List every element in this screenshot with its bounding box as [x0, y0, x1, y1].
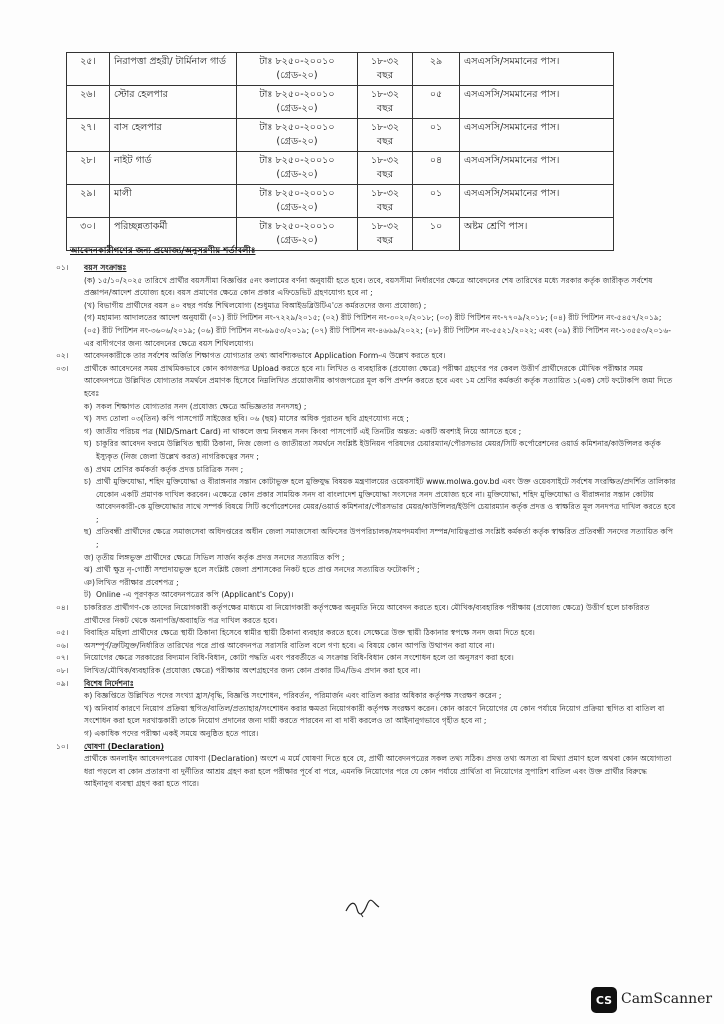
- clause-paragraph: খ) অনিবার্য কারণে নিয়োগ প্রক্রিয়া স্থগিত/বাতিল/প্রত্যাহার/সংশোধন করার ক্ষমতা নিয়োগকারী কর্তৃপক্ষ সংরক্ষণ করেন। কোন কারণে নিয়োগের যে কোন পর্যায়ে নিয়োগ প্রক্রিয়া স্থগিত বা বাতিল বা সংশোধন করা হলে দরখাস্তকারী তাকে নিয়োগ প্রদানের জন্য দায়ী করতে পারবেন না বা দাবী করলেও তা আইনানুগভাবে গৃহীত হবে না ;: [84, 703, 665, 726]
- clause-number: ০৯।: [56, 678, 69, 688]
- camscanner-text: CamScanner: [621, 991, 713, 1007]
- clause-number: ১০।: [56, 741, 69, 751]
- list-marker: ট): [84, 590, 92, 600]
- condition-clause: [56, 741, 676, 791]
- clause-paragraph: (ক) ১৫/১০/২০২৫ তারিখে প্রার্থীর বয়সসীমা বিজ্ঞপ্তির ৫নং কলামের বর্ণনা অনুযায়ী হতে হবে। তবে, বয়সসীমা নির্ধারণের ক্ষেত্রে আবেদনের শেষ তারিখের মধ্যে সরকার কর্তৃক জারীকৃত সর্বশেষ প্রজ্ঞাপন/আদেশ প্রযোজ্য হবে। বয়স প্রমাণের ক্ষেত্রে কোন প্রকার এফিডেভিট গ্রহণযোগ্য হবে না ;: [84, 275, 653, 298]
- clause-paragraph: নিয়োগের ক্ষেত্রে সরকারের বিদ্যমান বিধি-বিধান, কোটা পদ্ধতি এবং পরবর্তীতে এ সংক্রান্ত বিধি-বিধান কোন সংশোধন হলে তা অনুসরণ করা হবে।: [84, 653, 514, 663]
- clause-paragraph: আবেদনকারীকে তার সর্বশেষ অর্জিত শিক্ষাগত যোগ্যতার তথ্য আবশ্যিকভাবে Application Form-এ উল্লেখ করতে হবে।: [84, 351, 446, 361]
- age-limit-cell: ১৮-৩২ বছর: [358, 86, 413, 119]
- list-marker: ক): [84, 401, 93, 411]
- clause-body: [84, 262, 676, 350]
- serial-cell: ২৮।: [67, 152, 110, 185]
- condition-clause: [56, 627, 676, 640]
- posts-table: [66, 52, 614, 251]
- clause-body: [84, 627, 676, 640]
- qualification-cell: এসএসসি/সমমানের পাস।: [460, 53, 614, 86]
- list-item: [84, 464, 676, 477]
- pay-scale-cell: টাঃ ৮২৫০-২০০১০ (গ্রেড-২০): [237, 185, 358, 218]
- serial-cell: ২৬।: [67, 86, 110, 119]
- list-text: চাকুরির আবেদন ফরমে উল্লিখিত স্থায়ী ঠিকানা, নিজ জেলা ও জাতীয়তা সমর্থনে সংশ্লিষ্ট ইউনিয়ন পরিষদের চেয়ারম্যান/পৌরসভার মেয়র/সিটি কর্পোরেশনের ওয়ার্ড কমিশনার/কাউন্সিলর কর্তৃক ইস্যুকৃত (নিজ জেলা উল্লেখ করত) নাগরিকত্বের সনদ ;: [96, 439, 661, 461]
- list-item: [84, 438, 676, 463]
- qualification-cell: এসএসসি/সমমানের পাস।: [460, 86, 614, 119]
- clause-number: ০২।: [56, 351, 69, 361]
- clause-paragraph: অসম্পূর্ণ/ত্রুটিযুক্ত/নির্ধারিত তারিখের পরে প্রাপ্ত আবেদনপত্র সরাসরি বাতিল বলে গণ্য হবে। এ বিষয়ে কোন আপত্তি উত্থাপন করা যাবে না।: [84, 640, 495, 650]
- list-text: সদ্য তোলা ০৩(তিন) কপি পাসপোর্ট সাইজের ছবি। ০৬ (ছয়) মাসের অধিক পুরাতন ছবি গ্রহণযোগ্য নহে ;: [96, 414, 409, 424]
- posts-table-body: [67, 53, 614, 251]
- qualification-cell: এসএসসি/সমমানের পাস।: [460, 152, 614, 185]
- list-item: [84, 526, 676, 551]
- clause-body: [84, 741, 676, 791]
- conditions-list: [56, 262, 676, 791]
- list-item: [84, 413, 676, 426]
- list-marker: গ): [84, 426, 92, 436]
- condition-clause: [56, 350, 676, 363]
- condition-clause: [56, 602, 676, 627]
- list-marker: ঙ): [84, 464, 93, 474]
- clause-title: বয়স সংক্রান্তঃ: [84, 263, 127, 272]
- post-count-cell: ১০: [413, 218, 460, 251]
- pay-scale-cell: টাঃ ৮২৫০-২০০১০ (গ্রেড-২০): [237, 218, 358, 251]
- pay-scale-cell: টাঃ ৮২৫০-২০০১০ (গ্রেড-২০): [237, 119, 358, 152]
- condition-clause: [56, 262, 676, 350]
- clause-number: ০৪।: [56, 603, 69, 613]
- clause-body: [84, 640, 676, 653]
- pay-scale-cell: টাঃ ৮২৫০-২০০১০ (গ্রেড-২০): [237, 86, 358, 119]
- list-marker: ঘ): [84, 439, 92, 449]
- post-name-cell: বাস হেলপার: [110, 119, 237, 152]
- post-count-cell: ০১: [413, 185, 460, 218]
- post-name-cell: নাইট গার্ড: [110, 152, 237, 185]
- condition-clause: [56, 652, 676, 665]
- clause-paragraph: গ) একাধিক পদের পরীক্ষা একই সময়ে অনুষ্ঠিত হতে পারে।: [84, 728, 259, 738]
- serial-cell: ২৭।: [67, 119, 110, 152]
- serial-cell: ২৯।: [67, 185, 110, 218]
- condition-clause: [56, 363, 676, 602]
- post-count-cell: ০১: [413, 119, 460, 152]
- age-limit-cell: ১৮-৩২ বছর: [358, 53, 413, 86]
- clause-body: [84, 652, 676, 665]
- list-item: [84, 589, 676, 602]
- clause-number: ০১।: [56, 263, 69, 272]
- list-marker: ঞ): [84, 577, 95, 587]
- clause-title: বিশেষ নির্দেশনাঃ: [84, 678, 134, 688]
- list-text: Online -এ পূরণকৃত আবেদনপত্রের কপি (Applicant's Copy)।: [96, 590, 294, 600]
- list-item: [84, 426, 676, 439]
- list-text: সকল শিক্ষাগত যোগ্যতার সনদ (প্রযোজ্য ক্ষেত্রে অভিজ্ঞতার সনদসহ) ;: [96, 401, 307, 411]
- clause-number: ০৬।: [56, 640, 69, 650]
- post-name-cell: স্টোর হেলপার: [110, 86, 237, 119]
- clause-body: [84, 602, 676, 627]
- clause-paragraph: (খ) বিভাগীয় প্রার্থীদের বয়স ৪০ বছর পর্যন্ত শিথিলযোগ্য (শুধুমাত্র বিআইডব্লিউটিএ'তে কর্মরতদের জন্য প্রযোজ্য) ;: [84, 300, 427, 310]
- clause-paragraph: (গ) মহামান্য আদালতের আদেশ অনুযায়ী (০১) রীট পিটিশন নং-৭২২৯/২০১৫; (০২) রীট পিটিশন নং-৩০২০/২০১৮; (০৩) রীট পিটিশন নং-৭৭০৯/২০১৮; (০৪) রীট পিটিশন নং-৫৪৫৭/২০১৯; (০৫) রীট পিটিশন নং-৩৬০৬/২০১৯; (০৬) রীট পিটিশন নং-৬৯৫৩/২০১৯; (০৭) রীট পিটিশন নং-৪৬৬৯/২০২২; (০৮) রীট পিটিশন নং-৫৫২১/২০২২; এবং (০৯) রীট পিটিশন নং-১৩৫৫৩/২০১৬-এর বাদীগণের জন্য আবেদনের ক্ষেত্রে বয়স শিথিলযোগ্য।: [84, 313, 672, 348]
- clause-body: [84, 350, 676, 363]
- clause-title: ঘোষণা (Declaration): [84, 741, 164, 751]
- clause-body: [84, 665, 676, 678]
- clause-paragraph: প্রার্থীকে অনলাইন আবেদনপত্রের ঘোষণা (Declaration) অংশে এ মর্মে ঘোষণা দিতে হবে যে, প্রার্থী আবেদনপত্রের সকল তথ্য সঠিক। প্রদত্ত তথ্য অসত্য বা মিথ্যা প্রমাণ হলে অথবা কোন অযোগ্যতা ধরা পড়লে বা কোন প্রতারণা বা দুর্নীতির আশ্রয় গ্রহণ করা হলে পরীক্ষার পূর্বে বা পরে, এমনকি নিয়োগের পরে যে কোন পর্যায়ে প্রার্থিতা বা নিয়োগের সুপারিশ বাতিল এবং উক্ত প্রার্থীর বিরুদ্ধে আইনানুগ ব্যবস্থা গ্রহণ করা হতে পারে।: [84, 754, 672, 789]
- clause-paragraph: লিখিত/মৌখিক/ব্যবহারিক (প্রযোজ্য ক্ষেত্রে) পরীক্ষায় অংশগ্রহণের জন্য কোন প্রকার টিএ/ডিএ প্রদান করা হবে না।: [84, 666, 421, 675]
- clause-paragraph: ক) বিজ্ঞপ্তিতে উল্লিখিত পদের সংখ্যা হ্রাস/বৃদ্ধি, বিজ্ঞপ্তি সংশোধন, পরিবর্তন, পরিমার্জন এবং বাতিল করার অধিকার কর্তৃপক্ষ সংরক্ষণ করেন ;: [84, 691, 502, 701]
- pay-scale-cell: টাঃ ৮২৫০-২০০১০ (গ্রেড-২০): [237, 152, 358, 185]
- clause-number: ০৩।: [56, 363, 69, 373]
- clause-paragraph: প্রার্থীকে আবেদনের সময় প্রাথমিকভাবে কোন কাগজপত্র Upload করতে হবে না। লিখিত ও ব্যবহারিক (প্রযোজ্য ক্ষেত্রে) পরীক্ষা গ্রহণের পর কেবল উত্তীর্ণ প্রার্থীদেরকে মৌখিক পরীক্ষার সময় আবেদনপত্রে উল্লিখিত যোগ্যতার সমর্থনে প্রমাণক হিসেবে নিম্নলিখিত প্রয়োজনীয় কাগজপত্রের মূল কপি প্রদর্শন করতে হবে এবং ১ম শ্রেণির কর্মকর্তা কর্তৃক সত্যায়িত ১(এক) সেট ফটোকপি জমা দিতে হবেঃ: [84, 363, 673, 398]
- post-name-cell: মালী: [110, 185, 237, 218]
- condition-clause: [56, 678, 676, 741]
- qualification-cell: এসএসসি/সমমানের পাস।: [460, 119, 614, 152]
- post-count-cell: ০৪: [413, 152, 460, 185]
- clause-number: ০৭।: [56, 653, 69, 663]
- age-limit-cell: ১৮-৩২ বছর: [358, 152, 413, 185]
- list-text: প্রার্থী ক্ষুদ্র নৃ-গোষ্ঠী সম্প্রদায়ভুক্ত হলে সংশ্লিষ্ট জেলা প্রশাসকের নিকট হতে প্রাপ্ত সনদের সত্যায়িত ফটোকপি ;: [96, 565, 420, 575]
- camscanner-logo: CS: [591, 987, 617, 1013]
- table-row: [67, 53, 614, 86]
- signature: [343, 897, 383, 919]
- clause-paragraph: চাকরিরত প্রার্থীগণ-কে তাদের নিয়োগকারী কর্তৃপক্ষের মাধ্যমে বা নিয়োগকারী কর্তৃপক্ষের অনুমতি নিয়ে আবেদন করতে হবে। মৌখিক/ব্যবহারিক পরীক্ষায় (প্রযোজ্য ক্ষেত্রে) উত্তীর্ণ হলে চাকরিরত প্রার্থীদের নিকট থেকে অনাপত্তি/অব্যাহতি পত্র দাখিল করতে হবে।: [84, 603, 650, 625]
- list-item: [84, 476, 676, 526]
- list-text: প্রথম শ্রেণির কর্মকর্তা কর্তৃক প্রদত্ত চারিত্রিক সনদ ;: [96, 464, 244, 474]
- qualification-cell: এসএসসি/সমমানের পাস।: [460, 185, 614, 218]
- list-text: প্রার্থী মুক্তিযোদ্ধা, শহিদ মুক্তিযোদ্ধা ও বীরাঙ্গনার সন্তান কোটাভুক্ত হলে মুক্তিযুদ্ধ বিষয়ক মন্ত্রণালয়ের ওয়েবসাইট www.molwa.gov.bd এবং উক্ত ওয়েবসাইটে সর্বশেষ সংরক্ষিত/প্রদর্শিত তালিকার যেকোন একটি প্রমাণক দাখিল করবেন। এক্ষেত্রে কোন প্রকার সাময়িক সনদ বা বাংলাদেশ মুক্তিযোদ্ধা সংসদের সনদ প্রযোজ্য হবে না। মুক্তিযোদ্ধা, শহিদ মুক্তিযোদ্ধা ও বীরাঙ্গনার সন্তান কোটায় আবেদনকারী-কে মুক্তিযোদ্ধার সাথে সম্পর্ক বিষয়ে সিটি কর্পোরেশনের মেয়র/ওয়ার্ড কমিশনার/পৌরসভার মেয়র/কাউন্সিলর/ইউপি চেয়ারম্যান কর্তৃক প্রদত্ত ও স্বাক্ষরিত মূল সনদপত্র দাখিল করতে হবে ;: [96, 477, 676, 524]
- post-count-cell: ২৯: [413, 53, 460, 86]
- serial-cell: ২৫।: [67, 53, 110, 86]
- clause-body: [84, 363, 676, 602]
- list-item: [84, 564, 676, 577]
- table-row: [67, 152, 614, 185]
- list-item: [84, 401, 676, 414]
- list-item: [84, 577, 676, 590]
- list-item: [84, 552, 676, 565]
- age-limit-cell: ১৮-৩২ বছর: [358, 185, 413, 218]
- pay-scale-cell: টাঃ ৮২৫০-২০০১০ (গ্রেড-২০): [237, 53, 358, 86]
- clause-body: [84, 678, 676, 741]
- post-name-cell: নিরাপত্তা প্রহরী/ টার্মিনাল গার্ড: [110, 53, 237, 86]
- list-marker: ঝ): [84, 565, 93, 575]
- qualification-cell: অষ্টম শ্রেণি পাস।: [460, 218, 614, 251]
- clause-paragraph: বিবাহিত মহিলা প্রার্থীদের ক্ষেত্রে স্থায়ী ঠিকানা হিসেবে স্বামীর স্থায়ী ঠিকানা ব্যবহার করতে হবে। সেক্ষেত্রে উক্ত স্থায়ী ঠিকানার স্বপক্ষে সনদ জমা দিতে হবে।: [84, 628, 535, 638]
- list-text: জাতীয় পরিচয় পত্র (NID/Smart Card) না থাকলে জন্ম নিবন্ধন সনদ কিংবা পাসপোর্ট এই তিনটির অন্তত: একটি অবশ্যই নিয়ে আসতে হবে ;: [96, 426, 522, 436]
- conditions-heading: আবেদনকারীগণের জন্য প্রযোজ্য/অনুসরণীয় শর্তাবলীঃ: [70, 246, 256, 256]
- list-marker: জ): [84, 552, 94, 562]
- age-limit-cell: ১৮-৩২ বছর: [358, 218, 413, 251]
- post-name-cell: পরিচ্ছন্নতাকর্মী: [110, 218, 237, 251]
- list-marker: ছ): [84, 527, 92, 537]
- clause-number: ০৮।: [56, 666, 69, 675]
- condition-clause: [56, 640, 676, 653]
- table-row: [67, 119, 614, 152]
- list-text: তৃতীয় লিঙ্গভুক্ত প্রার্থীদের ক্ষেত্রে সিভিল সার্জন কর্তৃক প্রদত্ত সনদের সত্যায়িত কপি ;: [96, 552, 345, 562]
- list-marker: খ): [84, 414, 92, 424]
- age-limit-cell: ১৮-৩২ বছর: [358, 119, 413, 152]
- table-row: [67, 86, 614, 119]
- list-marker: চ): [84, 477, 92, 487]
- post-count-cell: ০৫: [413, 86, 460, 119]
- condition-clause: [56, 665, 676, 678]
- list-text: প্রতিবন্ধী প্রার্থীদের ক্ষেত্রে সমাজসেবা অধিদপ্তরের অধীন জেলা সমাজসেবা অফিসের উপপরিচালক/সমপদমর্যাদা সম্পন্ন/দায়িত্বপ্রাপ্ত সংশ্লিষ্ট কর্মকর্তা কর্তৃক স্বাক্ষরিত প্রতিবন্ধী সনদের সত্যায়িত কপি ;: [96, 527, 674, 550]
- clause-number: ০৫।: [56, 628, 69, 638]
- list-text: লিখিত পরীক্ষার প্রবেশপত্র ;: [96, 577, 179, 587]
- table-row: [67, 185, 614, 218]
- serial-cell: ৩০।: [67, 218, 110, 251]
